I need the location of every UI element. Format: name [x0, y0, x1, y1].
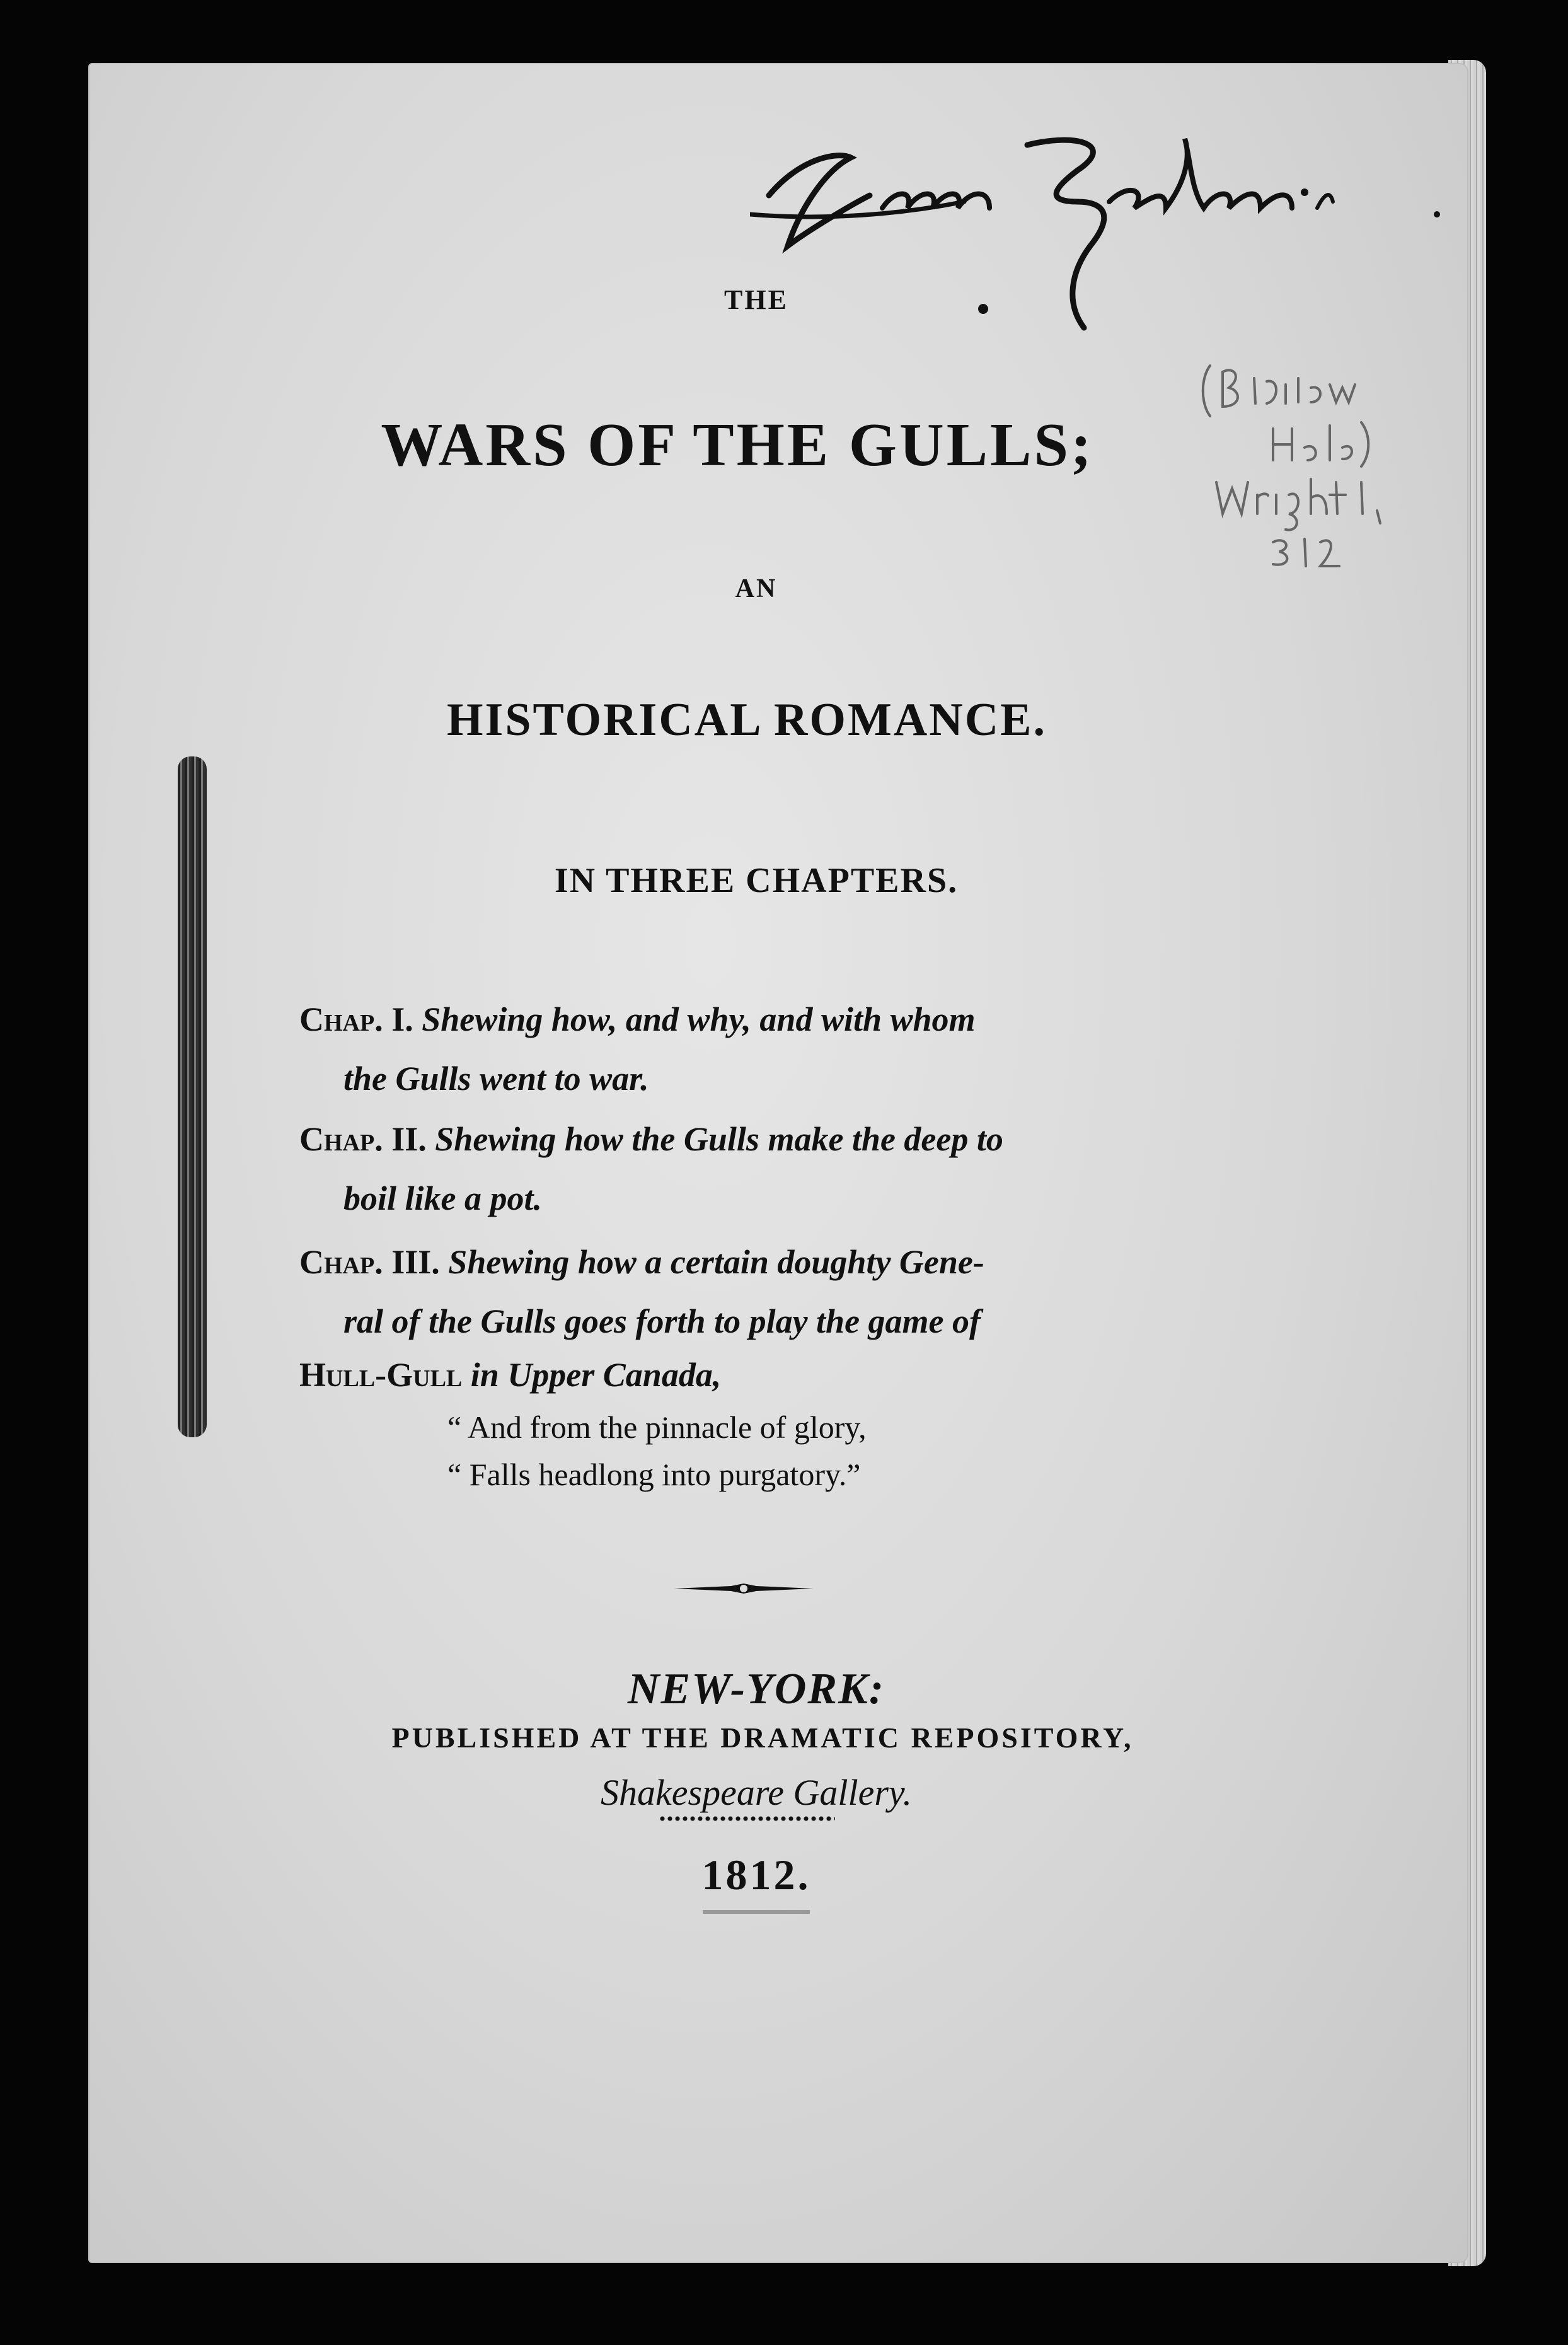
chapter-3-line-1 [299, 1245, 984, 1279]
chapter-1-label: Chap. I. [299, 1000, 413, 1038]
epigraph-line-2: “ Falls headlong into purgatory.” [447, 1457, 861, 1492]
dotted-rule [659, 1815, 835, 1822]
chapter-3-label: Chap. III. [299, 1243, 440, 1281]
book-title: WARS OF THE GULLS; [381, 411, 1094, 479]
hull-gull-term: Hull-Gull [299, 1356, 463, 1394]
chapter-3-text: Shewing how a certain doughty Gene- [448, 1243, 984, 1281]
imprint-place: NEW-YORK: [627, 1665, 885, 1713]
chapter-1-line-1 [299, 1002, 976, 1036]
chapter-3-line-3 [299, 1355, 721, 1394]
chapter-2-text: Shewing how the Gulls make the deep to [435, 1120, 1003, 1158]
imprint-publisher: PUBLISHED AT THE DRAMATIC REPOSITORY, [391, 1722, 1134, 1754]
title-the: THE [724, 284, 788, 315]
chapter-2-line-1 [299, 1122, 1003, 1156]
chapter-2-line-2: boil like a pot. [343, 1179, 542, 1217]
epigraph-line-1: “ And from the pinnacle of glory, [447, 1410, 867, 1445]
chapter-3-line-2: ral of the Gulls goes forth to play the game of [343, 1302, 981, 1340]
chapters-heading: IN THREE CHAPTERS. [554, 861, 959, 900]
penciled-catalog-note [1197, 353, 1424, 567]
title-an: AN [735, 574, 778, 603]
imprint-gallery: Shakespeare Gallery. [601, 1772, 912, 1813]
chapter-1-line-2: the Gulls went to war. [343, 1060, 649, 1097]
year-underline [703, 1910, 810, 1914]
chapter-3-line-3-rest: in Upper Canada, [462, 1356, 722, 1394]
imprint-year: 1812. [701, 1851, 811, 1899]
chapter-2-label: Chap. II. [299, 1120, 427, 1158]
book-subtitle: HISTORICAL ROMANCE. [446, 694, 1047, 746]
ornamental-rule [674, 1582, 813, 1595]
chapter-1-text: Shewing how, and why, and with whom [422, 1000, 976, 1038]
stitched-binding [178, 756, 207, 1437]
